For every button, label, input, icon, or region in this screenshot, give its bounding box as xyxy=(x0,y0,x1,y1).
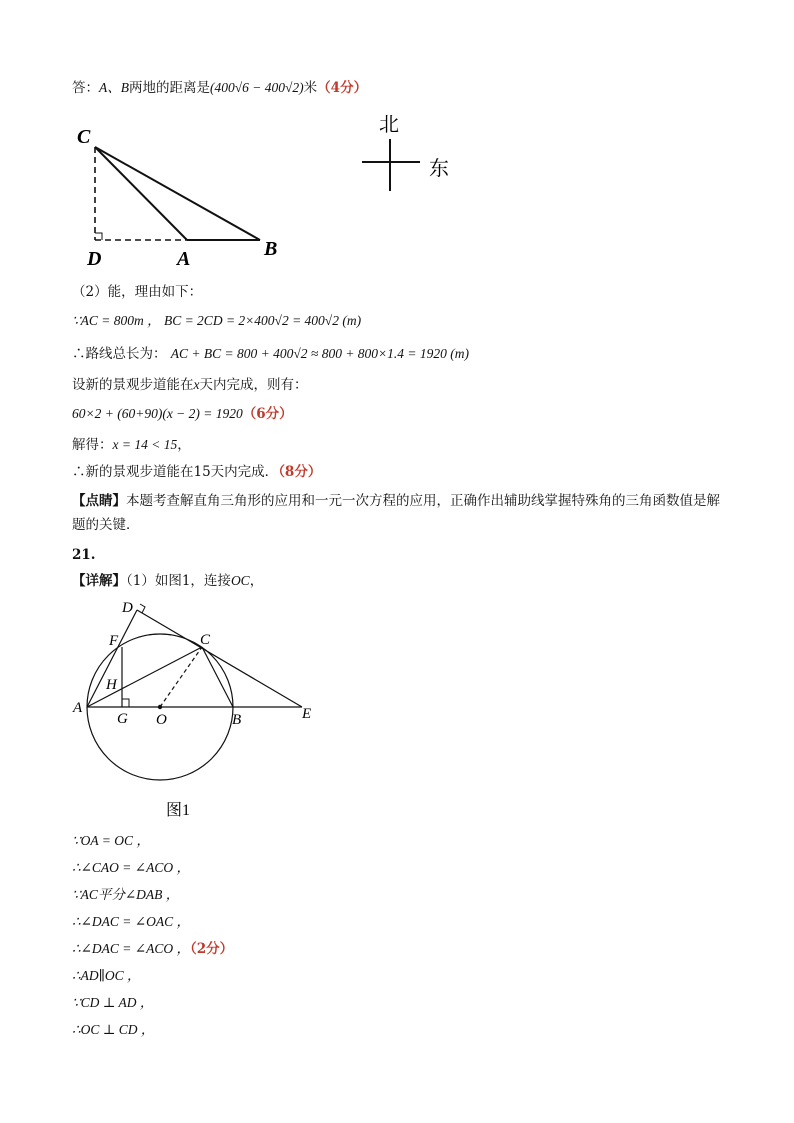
answer-prefix: 答： xyxy=(72,80,99,96)
proof-text: ∵OA = OC ， xyxy=(72,833,150,848)
part2-line6-a: ∴新的景观步道能在15天内完成． xyxy=(72,464,279,480)
answer-unit: 米 xyxy=(303,80,318,96)
proof-score: （2分） xyxy=(189,941,234,957)
segment-cb xyxy=(95,147,260,240)
part2-line5-a: 解得： xyxy=(72,437,113,453)
right-angle-mark-d xyxy=(95,233,102,240)
part2-line2-expr: AC + BC = 800 + 400√2 ≈ 800 + 800×1.4 = 1920 (m) xyxy=(170,346,470,361)
part2-line4-score: （6分） xyxy=(242,406,293,422)
compass-north: 北 xyxy=(379,115,399,136)
label-d: D xyxy=(87,248,102,270)
part2-line6 xyxy=(72,463,321,481)
part2-line2-prefix: ∴路线总长为： xyxy=(72,346,171,362)
segment-ca xyxy=(95,147,187,240)
label-c: C xyxy=(77,126,91,148)
label-h: H xyxy=(106,677,117,693)
part2-line4 xyxy=(72,405,293,423)
answer-ab: A、B xyxy=(99,80,129,95)
label-a: A xyxy=(73,700,83,716)
proof-text: ∴AD∥OC ， xyxy=(72,968,141,983)
comment-text: 本题考查解直角三角形的应用和一元一次方程的应用，正确作出辅助线掌握特殊角的三角函数值是解题的关键． xyxy=(72,493,720,533)
proof-line xyxy=(72,967,140,985)
q21-intro-b: OC xyxy=(230,573,250,588)
segment-ac xyxy=(87,647,202,707)
label-d: D xyxy=(122,600,133,616)
q21-intro-c: ， xyxy=(249,573,264,589)
label-b: B xyxy=(264,238,278,260)
figure-caption: 图1 xyxy=(166,802,191,819)
proof-line xyxy=(72,940,233,958)
label-b: B xyxy=(232,712,242,728)
q21-intro xyxy=(72,572,263,590)
comment-tag: 【点睛】 xyxy=(72,493,126,509)
compass-east: 东 xyxy=(429,158,449,180)
q21-tag: 【详解】 xyxy=(72,573,126,589)
proof-line xyxy=(72,859,190,877)
part2-line6-score: （8分） xyxy=(278,464,322,480)
label-e: E xyxy=(302,706,312,722)
answer-line xyxy=(72,79,367,97)
point-o xyxy=(158,705,162,709)
part2-line5-b: ， xyxy=(177,437,191,453)
proof-text: ∴∠DAC = ∠OAC ， xyxy=(72,914,190,929)
proof-text: ∵CD ⊥ AD ， xyxy=(72,995,154,1010)
label-f: F xyxy=(109,633,119,649)
proof-line xyxy=(72,913,190,931)
circle-figure xyxy=(60,595,340,825)
answer-mid: 两地的距离是 xyxy=(129,80,210,96)
proof-text: ∴∠DAC = ∠ACO ， xyxy=(72,941,190,956)
proof-text: ∵AC平分∠DAB ， xyxy=(72,887,180,902)
proof-line xyxy=(72,832,150,850)
part2-line3-a: 设新的景观步道能在 xyxy=(72,377,194,393)
part2-line5 xyxy=(72,436,191,454)
part2-line3-b: 天内完成，则有： xyxy=(199,377,308,393)
right-angle-mark-g xyxy=(122,699,129,707)
proof-line xyxy=(72,1021,154,1039)
proof-text: ∴∠CAO = ∠ACO ， xyxy=(72,860,190,875)
label-o: O xyxy=(156,712,167,728)
label-a: A xyxy=(177,248,191,270)
label-g: G xyxy=(117,711,128,727)
answer-expr: (400√6 − 400√2) xyxy=(210,80,304,95)
part2-line3-x: x xyxy=(193,377,200,392)
part2-line2 xyxy=(72,345,469,363)
part2-line5-expr: x = 14 < 15 xyxy=(112,437,178,452)
triangle-figure xyxy=(60,115,480,275)
proof-text: ∴OC ⊥ CD ， xyxy=(72,1022,155,1037)
segment-oc-dashed xyxy=(160,647,202,707)
segment-de xyxy=(137,610,302,707)
proof-line xyxy=(72,994,153,1012)
part2-line3 xyxy=(72,376,308,394)
comment-block xyxy=(72,489,722,537)
q21-intro-a: （1）如图1，连接 xyxy=(126,573,231,589)
segment-cb xyxy=(202,647,233,707)
answer-score: （4分） xyxy=(317,80,368,96)
part2-line1: ∵AC = 800m ， BC = 2CD = 2×400√2 = 400√2 (m) xyxy=(72,313,362,328)
proof-line xyxy=(72,886,179,904)
q21-number: 21. xyxy=(72,547,96,563)
part2-intro: （2）能，理由如下： xyxy=(72,284,203,300)
part2-line4-expr: 60×2 + (60+90)(x − 2) = 1920 xyxy=(72,406,243,421)
label-c: C xyxy=(200,632,211,648)
